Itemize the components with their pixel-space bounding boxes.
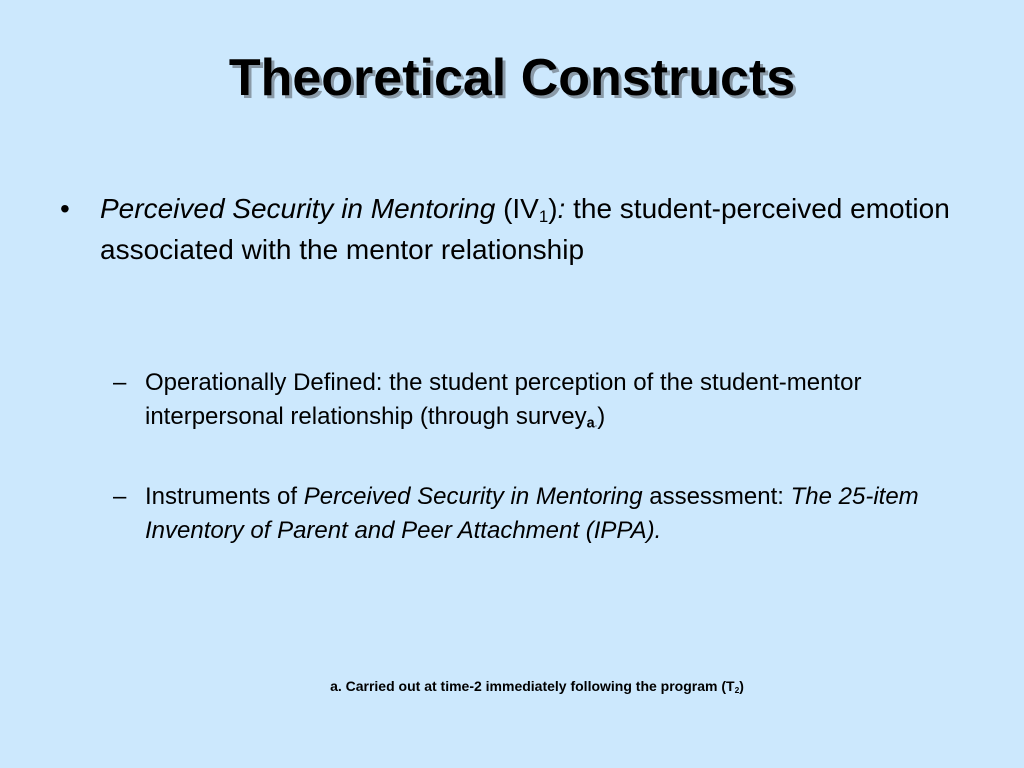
sub-bullet-operational — [113, 366, 973, 434]
construct-term: Perceived Security in Mentoring — [100, 193, 496, 224]
instruments-lead: Instruments of — [145, 483, 304, 510]
footnote-text: a. Carried out at time-2 immediately following the program (T — [330, 678, 735, 694]
instrument-name: The 25-item Inventory of Parent and Peer Attachment (IPPA). — [145, 483, 919, 544]
slide-title: Theoretical Constructs — [228, 49, 796, 107]
instruments-mid: assessment: — [642, 483, 791, 510]
instruments-text — [145, 480, 973, 548]
footnote-close: ) — [739, 678, 744, 694]
sub-bullet-marker: – — [113, 369, 127, 396]
construct-definition: the student-perceived emotion associated with the mentor relationship — [100, 193, 950, 265]
footnote-subscript: 2 — [734, 685, 740, 696]
sub-bullet-instruments — [113, 480, 973, 548]
instruments-term: Perceived Security in Mentoring — [303, 483, 643, 510]
definition-colon: : — [557, 193, 566, 224]
bullet-marker: • — [60, 193, 70, 224]
iv-close: ) — [548, 193, 558, 224]
footnote-ref-dot: . — [594, 418, 598, 430]
main-bullet — [60, 188, 960, 270]
sub-bullet-marker: – — [113, 483, 127, 510]
footnote — [0, 676, 1024, 696]
operational-definition-text — [145, 366, 973, 434]
iv-label: (IV — [495, 193, 539, 224]
footnote-ref-a: a — [586, 415, 595, 432]
main-bullet-text — [100, 188, 960, 270]
iv-subscript: 1 — [538, 207, 549, 227]
operational-close: ) — [597, 403, 606, 430]
operational-definition: Operationally Defined: the student perception of the student-mentor interpersonal relationship (through survey — [145, 369, 862, 430]
